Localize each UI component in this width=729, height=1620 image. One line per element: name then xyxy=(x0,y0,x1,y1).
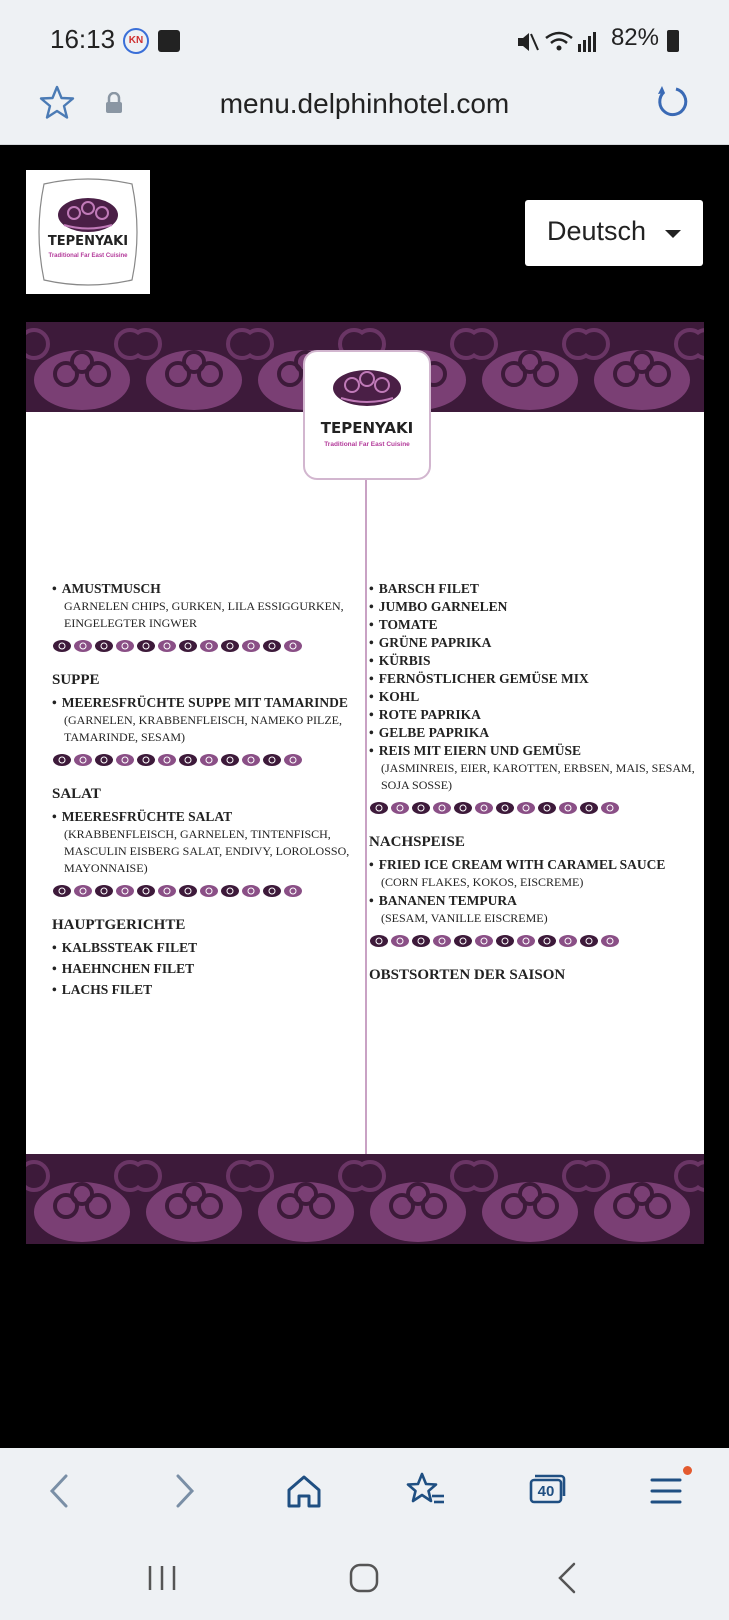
chevron-down-icon xyxy=(665,230,681,238)
ornament-cloud xyxy=(95,885,113,897)
menu-column-right xyxy=(369,580,699,989)
menu-brand-name: TEPENYAKI xyxy=(320,419,414,437)
ornament-cloud xyxy=(200,885,218,897)
ornament-cloud xyxy=(116,885,134,897)
menu-column-left xyxy=(52,580,352,998)
url-field[interactable]: menu.delphinhotel.com xyxy=(219,88,510,119)
ornament-cloud xyxy=(179,754,197,766)
ornament-cloud xyxy=(116,754,134,766)
section-heading: SALAT xyxy=(52,786,101,802)
ornament-cloud xyxy=(580,802,598,814)
menu-item: • TOMATE xyxy=(369,616,699,633)
ornament-cloud xyxy=(95,640,113,652)
ornament-divider xyxy=(369,800,624,816)
recent-apps-icon[interactable] xyxy=(142,1558,182,1598)
menu-item: • MEERESFRÜCHTE SALAT xyxy=(52,808,352,825)
cloud-pattern-icon xyxy=(26,1154,704,1244)
ornament-cloud xyxy=(538,802,556,814)
menu-item-description: GARNELEN CHIPS, GURKEN, LILA ESSIGGURKEN, EINGELEGTER INGWER xyxy=(64,599,344,630)
menu-item: • ROTE PAPRIKA xyxy=(369,706,699,723)
menu-item-description: (SESAM, VANILLE EISCREME) xyxy=(381,911,548,925)
ornament-row xyxy=(53,885,302,897)
menu-item: • GRÜNE PAPRIKA xyxy=(369,634,699,651)
ornament-cloud xyxy=(74,640,92,652)
ornament-cloud xyxy=(95,754,113,766)
brand-tagline: Traditional Far East Cuisine xyxy=(48,253,128,259)
brand-logo-icon xyxy=(26,170,150,294)
ornament-cloud xyxy=(242,885,260,897)
brand-name: TEPENYAKI xyxy=(47,234,129,249)
ornament-cloud xyxy=(242,640,260,652)
menu-item: • GELBE PAPRIKA xyxy=(369,724,699,741)
menu-logo xyxy=(303,350,431,480)
ornament-cloud xyxy=(53,640,71,652)
section-heading: HAUPTGERICHTE xyxy=(52,917,186,933)
ornament-cloud xyxy=(391,935,409,947)
menu-item-description: (GARNELEN, KRABBENFLEISCH, NAMEKO PILZE, TAMARINDE, SESAM) xyxy=(64,713,342,744)
menu-item: • JUMBO GARNELEN xyxy=(369,598,699,615)
ornament-cloud xyxy=(284,885,302,897)
menu-item: • BARSCH FILET xyxy=(369,580,699,597)
signal-icon xyxy=(578,32,596,52)
ornament-cloud xyxy=(370,802,388,814)
ornament-cloud xyxy=(221,885,239,897)
section-heading: NACHSPEISE xyxy=(369,834,465,850)
ornament-cloud xyxy=(263,885,281,897)
reload-icon[interactable] xyxy=(654,84,690,120)
ornament-cloud xyxy=(221,640,239,652)
home-button-icon[interactable] xyxy=(344,1558,384,1598)
ornament-cloud xyxy=(580,935,598,947)
browser-bottom-nav xyxy=(0,1448,729,1538)
section-heading: SUPPE xyxy=(52,672,100,688)
system-back-icon[interactable] xyxy=(548,1558,588,1598)
ornament-cloud xyxy=(158,885,176,897)
home-icon[interactable] xyxy=(279,1466,329,1516)
ornament-cloud xyxy=(74,885,92,897)
menu-item: • BANANEN TEMPURA xyxy=(369,892,699,909)
ornament-cloud xyxy=(517,802,535,814)
column-divider xyxy=(365,472,367,1154)
ornament-divider xyxy=(52,883,307,899)
ornament-cloud xyxy=(559,935,577,947)
menu-card xyxy=(26,322,704,1244)
brand-logo-icon xyxy=(305,352,429,412)
ornament-cloud xyxy=(158,640,176,652)
ornament-row xyxy=(370,935,619,947)
site-logo[interactable] xyxy=(26,170,150,294)
image-notification-icon xyxy=(158,30,180,52)
mute-icon xyxy=(518,33,538,51)
ornament-cloud xyxy=(284,640,302,652)
notification-icon: KN xyxy=(123,28,149,54)
ornament-cloud xyxy=(137,885,155,897)
ornament-cloud xyxy=(158,754,176,766)
battery-icon xyxy=(667,30,679,52)
ornament-cloud xyxy=(391,802,409,814)
ornament-cloud xyxy=(559,802,577,814)
ornament-cloud xyxy=(475,802,493,814)
ornament-cloud xyxy=(263,754,281,766)
ornament-cloud xyxy=(496,935,514,947)
menu-item: • REIS MIT EIERN UND GEMÜSE xyxy=(369,742,699,759)
ornament-cloud xyxy=(454,802,472,814)
ornament-cloud xyxy=(370,935,388,947)
tabs-button[interactable] xyxy=(521,1466,571,1516)
ornament-cloud xyxy=(601,802,619,814)
ornament-cloud xyxy=(538,935,556,947)
clock: 16:13 xyxy=(50,24,116,54)
browser-toolbar xyxy=(0,80,729,145)
ornament-cloud xyxy=(200,640,218,652)
ornament-cloud xyxy=(517,935,535,947)
ornament-cloud xyxy=(137,640,155,652)
menu-item: • MEERESFRÜCHTE SUPPE MIT TAMARINDE xyxy=(52,694,352,711)
ornament-cloud xyxy=(74,754,92,766)
ornament-row xyxy=(370,802,619,814)
ornament-cloud xyxy=(601,935,619,947)
ornament-row xyxy=(53,754,302,766)
ornament-band-bottom xyxy=(26,1154,704,1244)
ornament-divider xyxy=(52,638,307,654)
menu-item: • KOHL xyxy=(369,688,699,705)
language-select[interactable] xyxy=(525,200,703,266)
ornament-cloud xyxy=(221,754,239,766)
forward-icon[interactable] xyxy=(158,1466,208,1516)
language-selected: Deutsch xyxy=(547,216,647,246)
ornament-divider xyxy=(369,933,624,949)
menu-item: • KALBSSTEAK FILET xyxy=(52,939,352,956)
back-icon[interactable] xyxy=(36,1466,86,1516)
ornament-divider xyxy=(52,752,307,768)
ornament-cloud xyxy=(200,754,218,766)
ornament-cloud xyxy=(116,640,134,652)
menu-item: • LACHS FILET xyxy=(52,981,352,998)
connectivity-icons xyxy=(516,30,606,54)
menu-item: • AMUSTMUSCH xyxy=(52,580,352,597)
ornament-cloud xyxy=(53,754,71,766)
section-heading: OBSTSORTEN DER SAISON xyxy=(369,967,566,983)
ornament-cloud xyxy=(53,885,71,897)
status-bar xyxy=(0,0,729,80)
ornament-cloud xyxy=(242,754,260,766)
menu-item: • KÜRBIS xyxy=(369,652,699,669)
battery-percent: 82% xyxy=(610,24,659,51)
menu-item-description: (KRABBENFLEISCH, GARNELEN, TINTENFISCH, MASCULIN EISBERG SALAT, ENDIVY, LOROLOSSO, MAYONNAISE) xyxy=(64,827,350,875)
ornament-cloud xyxy=(284,754,302,766)
ornament-cloud xyxy=(179,885,197,897)
ornament-cloud xyxy=(433,802,451,814)
ornament-row xyxy=(53,640,302,652)
menu-item-description: (CORN FLAKES, KOKOS, EISCREME) xyxy=(381,875,584,889)
menu-brand-tagline: Traditional Far East Cuisine xyxy=(324,441,410,448)
menu-item: • FERNÖSTLICHER GEMÜSE MIX xyxy=(369,670,699,687)
menu-item: • FRIED ICE CREAM WITH CARAMEL SAUCE xyxy=(369,856,699,873)
ornament-cloud xyxy=(496,802,514,814)
bookmarks-icon[interactable] xyxy=(400,1466,450,1516)
ornament-cloud xyxy=(412,802,430,814)
tabs-count: 40 xyxy=(537,1483,555,1500)
ornament-cloud xyxy=(412,935,430,947)
system-nav-bar xyxy=(0,1538,729,1620)
ornament-cloud xyxy=(475,935,493,947)
menu-item: • HAEHNCHEN FILET xyxy=(52,960,352,977)
ornament-cloud xyxy=(137,754,155,766)
ornament-cloud xyxy=(433,935,451,947)
ornament-cloud xyxy=(179,640,197,652)
ornament-cloud xyxy=(263,640,281,652)
wifi-icon xyxy=(546,33,572,51)
menu-item-description: (JASMINREIS, EIER, KAROTTEN, ERBSEN, MAIS, SESAM, SOJA SOSSE) xyxy=(381,761,695,792)
notification-dot xyxy=(683,1466,692,1475)
ornament-cloud xyxy=(454,935,472,947)
